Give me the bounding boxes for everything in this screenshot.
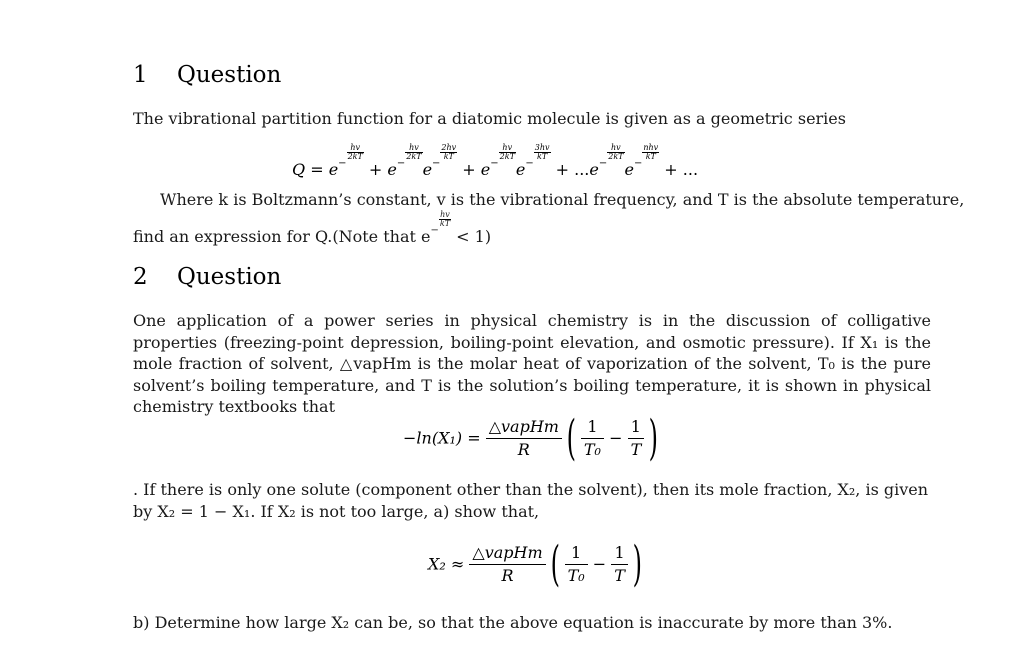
eq1-numerator: △vapHm <box>486 416 562 439</box>
eq1-lhs: −ln(X₁) = <box>403 428 481 448</box>
eq2-denominator: R <box>501 565 514 585</box>
q2-part-b: b) Determine how large X₂ can be, so that the above equation is inaccurate by more than 3%. <box>133 613 893 632</box>
eq2-frac1-num: 1 <box>565 542 588 565</box>
q1-eq-lhs: Q = e <box>292 160 339 179</box>
eq2-minus: − <box>592 554 607 574</box>
section-1-number: 1 <box>133 62 148 88</box>
eq1-frac1-num: 1 <box>581 416 604 439</box>
eq1-frac2-num: 1 <box>628 416 645 439</box>
q1-text-line2a: find an expression for Q.(Note that e <box>133 227 431 246</box>
eq1-frac2-den: T <box>630 439 642 459</box>
section-2-number: 2 <box>133 264 148 290</box>
eq2-frac1-den: T₀ <box>567 565 585 585</box>
section-2-heading <box>133 264 281 290</box>
eq1-denominator: R <box>517 439 530 459</box>
q2-para2-line2: by X₂ = 1 − X₁. If X₂ is not too large, a) show that, <box>133 502 540 521</box>
eq2-lhs: X₂ ≈ <box>428 554 465 574</box>
eq1-minus: − <box>609 428 623 448</box>
q2-equation-2: X₂ ≈ $\frac{\text{△vapHm}}{R}$ ( $\frac{1}{\text{T₀}}$ − $\frac{1}{T}$ ) <box>428 536 643 592</box>
q1-text-line2b: < 1) <box>456 227 492 246</box>
q1-text-line1: Where k is Boltzmann’s constant, v is the vibrational frequency, and T is the absolute temperature, <box>160 190 965 209</box>
eq1-frac1-den: T₀ <box>583 439 601 459</box>
q2-para2-line1: . If there is only one solute (component other than the solvent), then its mole fraction, X₂, is given <box>133 480 929 499</box>
eq2-frac2-den: T <box>614 565 625 585</box>
q1-equation: $Q = e^{- \frac{hv}{2kT}}$ + $e^{- \frac{hv}{2kT}}$ $e^{- \frac{2hv}{kT}}$ + $e^{- \frac{hv}{2kT}}$ $e^{- \frac{3hv}{kT}}$ + $...e^{- \frac{hv}{2kT}}$ $e^{- nhv kT}$ + ... <box>292 143 699 179</box>
q1-eq-tail: + ... <box>664 160 699 179</box>
q1-text-line2: find an expression for Q.(Note that $e^{- \frac{hv}{kT}}$ < 1) <box>133 210 492 246</box>
eq2-numerator: △vapHm <box>469 542 545 565</box>
q2-paragraph: One application of a power series in physical chemistry is in the discussion of colligative properties (freezing-point depression, boiling-point elevation, and osmotic pressure). If X₁ is the mole fraction of solvent, △vapHm is the molar heat of vaporization of the solvent, T₀ is the pure solvent’s boiling temperature, and T is the solution’s boiling temperature, it is shown in physical chemistry textbooks that <box>133 311 931 416</box>
section-2-title: Question <box>177 264 282 290</box>
eq2-frac2-num: 1 <box>611 542 628 565</box>
section-1-title: Question <box>177 62 282 88</box>
section-1-heading <box>133 62 281 88</box>
q1-intro: The vibrational partition function for a diatomic molecule is given as a geometric series <box>133 109 846 128</box>
q2-equation-1: −ln(X₁) = $\frac{\text{△vapHm}}{R}$ ( $\frac{1}{\text{T₀}}$ − $\frac{1}{T}$ ) <box>403 410 659 466</box>
